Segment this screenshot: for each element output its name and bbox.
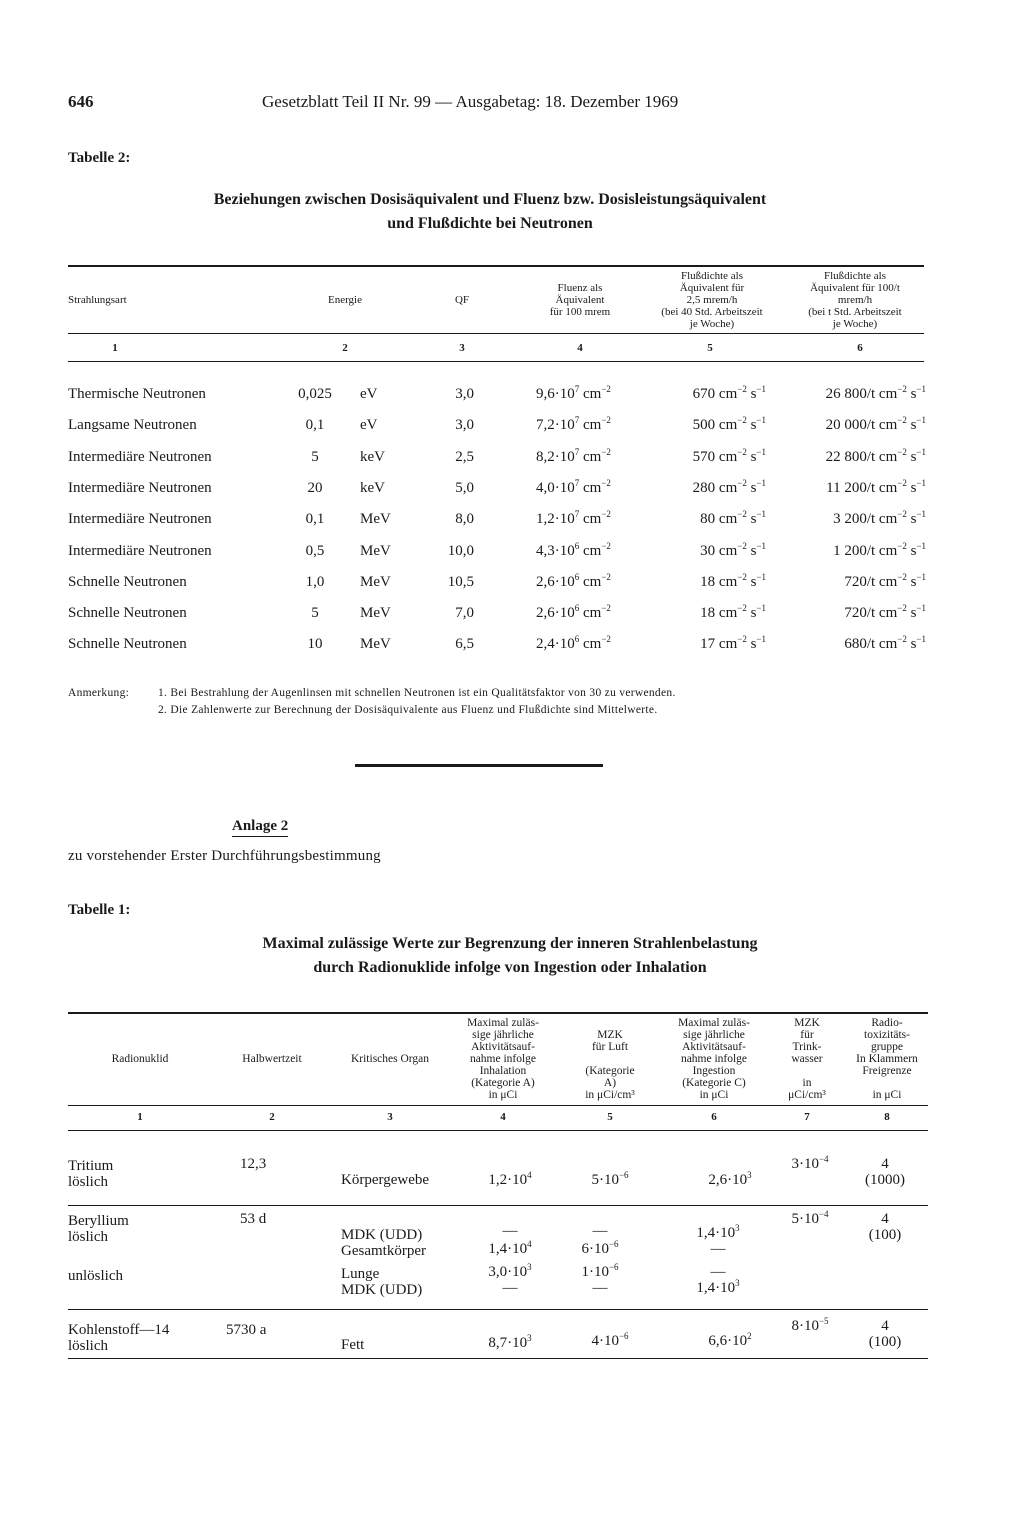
beryllium-freigrenze: (100) [868, 1227, 902, 1243]
flussdichte-value: 1 200/t cm [833, 542, 898, 559]
table1-title-line2: durch Radionuklide infolge von Ingestion oder Inhalation [313, 959, 707, 976]
tritium-name: Tritium [68, 1158, 114, 1174]
kohlenstoff-gruppe: 4 [881, 1318, 889, 1334]
table2-cell-strahlungsart: Schnelle Neutronen [68, 605, 187, 622]
table2-column-header: Flußdichte als Äquivalent für 2,5 mrem/h (bei 40 Std. Arbeitszeit je Woche) [661, 270, 763, 330]
table2-cell-flussdichte-40h [640, 477, 766, 497]
table2-cell-flussdichte-t [770, 571, 926, 591]
tritium-inhalation-mantissa: 1,2·10 [488, 1172, 528, 1188]
tritium-form: löslich [68, 1174, 108, 1190]
beryllium-mzk-wasser [770, 1211, 850, 1228]
table2-cell-fluenz [536, 540, 611, 560]
unit-exponent: −1 [756, 603, 766, 614]
kohlenstoff-mzk-luft-exponent: −6 [618, 1331, 629, 1341]
beryllium-luft-2-mantissa: 6·10 [581, 1241, 609, 1257]
flussdichte-value: 500 cm [692, 417, 738, 434]
table2-cell-fluenz [536, 446, 611, 466]
fluenz-unit: cm [579, 636, 602, 653]
table2-cell-fluenz [536, 477, 611, 497]
table2-cell-einheit: MeV [360, 542, 391, 559]
table2-cell-einheit: MeV [360, 511, 391, 528]
beryllium-ingestion-1 [668, 1225, 768, 1242]
flussdichte-value: 26 800/t cm [825, 386, 898, 402]
table2-cell-flussdichte-40h [640, 446, 766, 466]
table2-header-rule [68, 333, 924, 334]
unit-exponent: −2 [897, 446, 907, 457]
table1-column-header: Radionuklid [111, 1053, 169, 1065]
unit-exponent: −1 [916, 415, 926, 426]
fluenz-mantissa: 4,3·10 [536, 542, 575, 559]
unit-exponent: −1 [756, 446, 766, 457]
fluenz-mantissa: 4,0·10 [536, 479, 575, 496]
unit-s: s [746, 542, 757, 559]
beryllium-inhalation-2-exponent: 4 [527, 1239, 532, 1249]
unit-exponent: −2 [897, 415, 907, 426]
unit-exponent: −2 [897, 571, 907, 582]
beryllium-luft-3-mantissa: 1·10 [581, 1264, 609, 1280]
table1-column-number: 1 [137, 1111, 143, 1123]
tritium-mzk-wasser-exponent: −4 [818, 1154, 829, 1164]
table2-cell-einheit: MeV [360, 636, 391, 653]
unit-exponent: −2 [737, 446, 747, 457]
table2-title-line1: Beziehungen zwischen Dosisäquivalent und Fluenz bzw. Dosisleistungsäquivalent [213, 191, 767, 208]
unit-exponent: −2 [737, 509, 747, 520]
beryllium-inhalation-3-exponent: 3 [527, 1262, 532, 1272]
beryllium-ingestion-1-exponent: 3 [735, 1223, 740, 1233]
flussdichte-value: 280 cm [692, 479, 738, 496]
table2-cell-flussdichte-40h [640, 636, 766, 653]
beryllium-ingestion-4-mantissa: 1,4·10 [696, 1280, 736, 1296]
fluenz-mantissa: 2,6·10 [536, 573, 575, 590]
table2-notes-label: Anmerkung: [68, 687, 130, 699]
fluenz-unit-exponent: −2 [601, 509, 611, 520]
kohlenstoff-organ: Fett [341, 1337, 365, 1353]
unit-exponent: −2 [737, 603, 747, 614]
unit-exponent: −2 [737, 415, 747, 426]
table2-cell-flussdichte-t [770, 636, 926, 653]
table1-bottom-rule [68, 1358, 928, 1359]
table1-column-header: MZK für Luft (Kategorie A) in μCi/cm³ [585, 1029, 635, 1101]
kohlenstoff-form: löslich [68, 1338, 108, 1354]
table2-column-number: 4 [577, 342, 583, 354]
table2-column-number: 3 [459, 342, 465, 354]
beryllium-form-unloeslich: unlöslich [68, 1268, 123, 1284]
table1-number-rule [68, 1130, 928, 1131]
fluenz-unit: cm [579, 386, 602, 402]
fluenz-mantissa: 9,6·10 [536, 386, 575, 402]
table2-cell-qf: 5,0 [455, 479, 474, 496]
table2-column-number: 1 [112, 342, 118, 354]
beryllium-inhalation-1: — [502, 1223, 518, 1239]
unit-s: s [746, 479, 757, 496]
unit-s: s [746, 605, 757, 622]
table2-column-header: QF [454, 294, 470, 306]
table2-cell-flussdichte-40h [640, 605, 766, 622]
table2-number-rule [68, 361, 924, 362]
kohlenstoff-halbwertzeit: 5730 a [226, 1322, 267, 1338]
fluenz-unit: cm [579, 573, 602, 590]
table1-column-number: 6 [711, 1111, 717, 1123]
tritium-ingestion-exponent: 3 [747, 1170, 752, 1180]
beryllium-organ-3: Lunge [341, 1266, 380, 1282]
unit-exponent: −2 [897, 634, 907, 645]
table2-cell-qf: 6,5 [455, 636, 474, 653]
table2-title-line2: und Flußdichte bei Neutronen [387, 215, 593, 232]
table2-cell-einheit: keV [360, 448, 385, 465]
fluenz-exponent: 7 [574, 415, 580, 426]
table2-cell-flussdichte-t [770, 386, 926, 403]
flussdichte-value: 720/t cm [844, 605, 898, 622]
table2-cell-flussdichte-t [770, 605, 926, 622]
table2-cell-fluenz [536, 605, 611, 622]
unit-exponent: −1 [916, 634, 926, 645]
fluenz-exponent: 7 [574, 509, 580, 520]
flussdichte-value: 17 cm [700, 636, 738, 653]
unit-exponent: −1 [756, 415, 766, 426]
fluenz-unit-exponent: −2 [601, 415, 611, 426]
flussdichte-value: 11 200/t cm [826, 479, 898, 496]
unit-s: s [746, 448, 757, 465]
beryllium-ingestion-1-mantissa: 1,4·10 [696, 1225, 736, 1241]
fluenz-unit: cm [579, 511, 602, 528]
table1-column-number: 8 [884, 1111, 890, 1123]
flussdichte-value: 570 cm [692, 448, 738, 465]
unit-exponent: −1 [756, 571, 766, 582]
fluenz-unit: cm [579, 605, 602, 622]
table1-title-line1: Maximal zulässige Werte zur Begrenzung der inneren Strahlenbelastung [262, 935, 758, 952]
table2-top-rule [68, 265, 924, 267]
table2-cell-qf: 10,5 [447, 573, 474, 590]
table2-cell-flussdichte-t [770, 446, 926, 466]
table2-cell-qf: 2,5 [455, 448, 474, 465]
flussdichte-value: 18 cm [700, 605, 738, 622]
table2-cell-einheit: MeV [360, 605, 391, 622]
table2-cell-einheit: MeV [360, 573, 391, 590]
section-divider [355, 764, 603, 767]
table1-column-header: Halbwertzeit [242, 1053, 302, 1065]
beryllium-mzk-wasser-mantissa: 5·10 [791, 1211, 819, 1227]
beryllium-inhalation-3 [460, 1264, 560, 1281]
unit-exponent: −1 [756, 540, 766, 551]
beryllium-ingestion-4-exponent: 3 [735, 1278, 740, 1288]
table2-cell-flussdichte-40h [640, 511, 766, 528]
fluenz-exponent: 7 [574, 446, 580, 457]
annex-label: Anlage 2 [232, 818, 288, 837]
tritium-mzk-luft-exponent: −6 [618, 1170, 629, 1180]
table1-row-rule-2 [68, 1309, 928, 1310]
table2-note-1: 1. Bei Bestrahlung der Augenlinsen mit schnellen Neutronen ist ein Qualitätsfaktor von 30 zu verwenden. [158, 687, 676, 699]
unit-s: s [906, 479, 917, 496]
tritium-mzk-wasser-mantissa: 3·10 [791, 1156, 819, 1172]
beryllium-halbwertzeit: 53 d [240, 1211, 267, 1227]
fluenz-mantissa: 7,2·10 [536, 417, 575, 434]
fluenz-mantissa: 2,6·10 [536, 605, 575, 622]
table1-row-rule-1 [68, 1205, 928, 1206]
tritium-halbwertzeit: 12,3 [240, 1156, 267, 1172]
flussdichte-value: 20 000/t cm [825, 417, 898, 434]
tritium-organ: Körpergewebe [341, 1172, 430, 1188]
beryllium-name: Beryllium [68, 1213, 129, 1229]
table2-cell-strahlungsart: Schnelle Neutronen [68, 573, 187, 590]
beryllium-mzk-wasser-exponent: −4 [818, 1209, 829, 1219]
kohlenstoff-inhalation-exponent: 3 [527, 1333, 532, 1343]
table2-cell-flussdichte-40h [640, 417, 766, 434]
table2-cell-fluenz [536, 571, 611, 591]
beryllium-inhalation-2-mantissa: 1,4·10 [488, 1241, 528, 1257]
tritium-freigrenze: (1000) [865, 1172, 905, 1188]
table2-column-header: Energie [327, 294, 362, 306]
fluenz-exponent: 7 [574, 477, 580, 488]
beryllium-inhalation-2 [460, 1241, 560, 1258]
table2-cell-energie: 0,025 [298, 386, 332, 402]
kohlenstoff-mzk-wasser [770, 1318, 850, 1335]
tritium-mzk-luft [560, 1172, 660, 1189]
kohlenstoff-mzk-wasser-exponent: −5 [818, 1316, 829, 1326]
unit-exponent: −1 [756, 384, 766, 394]
kohlenstoff-name: Kohlenstoff—14 [68, 1322, 170, 1338]
table2-note-2: 2. Die Zahlenwerte zur Berechnung der Dosisäquivalente aus Fluenz und Flußdichte sind Mittelwerte. [158, 704, 658, 716]
table1-column-header: Radio- toxizitäts- gruppe In Klammern Freigrenze in μCi [856, 1017, 918, 1101]
beryllium-luft-2 [550, 1241, 650, 1258]
unit-exponent: −2 [737, 634, 747, 645]
fluenz-mantissa: 1,2·10 [536, 511, 575, 528]
unit-exponent: −1 [916, 540, 926, 551]
unit-s: s [906, 386, 917, 402]
flussdichte-value: 720/t cm [844, 573, 898, 590]
table1-top-rule [68, 1012, 928, 1014]
fluenz-unit-exponent: −2 [601, 446, 611, 457]
table1-column-header: Maximal zuläs- sige jährliche Aktivitätsauf- nahme infolge Inhalation (Kategorie A) in μCi [467, 1017, 539, 1101]
tritium-mzk-luft-mantissa: 5·10 [591, 1172, 619, 1188]
fluenz-unit-exponent: −2 [601, 571, 611, 582]
table2-cell-qf: 7,0 [455, 605, 474, 622]
table2-cell-einheit: eV [360, 386, 378, 402]
table2-column-number: 5 [707, 342, 713, 354]
beryllium-ingestion-3: — [710, 1264, 726, 1280]
unit-s: s [906, 573, 917, 590]
fluenz-mantissa: 8,2·10 [536, 448, 575, 465]
table1-title [100, 932, 920, 980]
table2-cell-qf: 3,0 [455, 386, 474, 402]
fluenz-unit: cm [579, 542, 602, 559]
unit-exponent: −2 [737, 477, 747, 488]
table2-column-header: Flußdichte als Äquivalent für 100/t mrem/h (bei t Std. Arbeitszeit je Woche) [808, 270, 902, 330]
unit-s: s [906, 417, 917, 434]
table2-column-number: 6 [857, 342, 863, 354]
table1-column-number: 3 [387, 1111, 393, 1123]
table2-cell-energie: 1,0 [305, 573, 325, 590]
beryllium-organ-4: MDK (UDD) [341, 1282, 423, 1298]
fluenz-exponent: 6 [574, 571, 580, 582]
unit-exponent: −1 [916, 384, 926, 394]
tritium-gruppe: 4 [881, 1156, 889, 1172]
table1-column-header: Kritisches Organ [350, 1053, 430, 1065]
fluenz-exponent: 6 [574, 603, 580, 614]
table2-title [100, 188, 880, 236]
table2-cell-fluenz [536, 417, 611, 434]
unit-exponent: −1 [756, 509, 766, 520]
table1-label: Tabelle 1: [68, 902, 131, 918]
table2-column-header: Strahlungsart [68, 294, 127, 306]
table2-cell-energie: 0,5 [305, 542, 325, 559]
kohlenstoff-mzk-luft [560, 1333, 660, 1350]
page-number: 646 [68, 92, 94, 111]
kohlenstoff-freigrenze: (100) [868, 1334, 902, 1350]
table2-cell-energie: 5 [311, 448, 319, 465]
tritium-mzk-wasser [770, 1156, 850, 1173]
table2-cell-flussdichte-t [770, 417, 926, 434]
beryllium-gruppe: 4 [881, 1211, 889, 1227]
beryllium-luft-3 [550, 1264, 650, 1281]
unit-s: s [906, 542, 917, 559]
table2-cell-energie: 5 [311, 605, 319, 622]
kohlenstoff-inhalation-mantissa: 8,7·10 [488, 1335, 528, 1351]
fluenz-unit: cm [579, 417, 602, 434]
beryllium-ingestion-4 [668, 1280, 768, 1297]
tritium-inhalation-exponent: 4 [527, 1170, 532, 1180]
unit-exponent: −1 [756, 477, 766, 488]
table2-cell-strahlungsart: Intermediäre Neutronen [68, 511, 212, 528]
unit-exponent: −1 [916, 509, 926, 520]
beryllium-luft-3-exponent: −6 [608, 1262, 619, 1272]
kohlenstoff-mzk-wasser-mantissa: 8·10 [791, 1318, 819, 1334]
tritium-ingestion-mantissa: 2,6·10 [708, 1172, 748, 1188]
table2-cell-flussdichte-t [770, 511, 926, 528]
table2-cell-energie: 20 [307, 479, 323, 496]
table2-cell-strahlungsart: Intermediäre Neutronen [68, 479, 212, 496]
beryllium-inhalation-3-mantissa: 3,0·10 [488, 1264, 528, 1280]
unit-exponent: −1 [916, 446, 926, 457]
fluenz-exponent: 7 [574, 384, 580, 394]
kohlenstoff-ingestion-exponent: 2 [747, 1331, 752, 1341]
tritium-inhalation [460, 1172, 560, 1189]
fluenz-exponent: 6 [574, 540, 580, 551]
beryllium-ingestion-2: — [710, 1241, 726, 1257]
flussdichte-value: 22 800/t cm [825, 448, 898, 465]
unit-exponent: −1 [756, 634, 766, 645]
unit-exponent: −2 [897, 384, 907, 394]
unit-exponent: −2 [897, 603, 907, 614]
table2-column-header: Fluenz als Äquivalent für 100 mrem [549, 282, 611, 318]
kohlenstoff-inhalation [460, 1335, 560, 1352]
table2-label: Tabelle 2: [68, 150, 131, 166]
fluenz-unit: cm [579, 448, 602, 465]
fluenz-exponent: 6 [574, 634, 580, 645]
flussdichte-value: 30 cm [700, 542, 738, 559]
fluenz-unit-exponent: −2 [601, 603, 611, 614]
fluenz-unit-exponent: −2 [601, 634, 611, 645]
table2-cell-qf: 10,0 [447, 542, 474, 559]
flussdichte-value: 80 cm [700, 511, 738, 528]
annex-subtitle: zu vorstehender Erster Durchführungsbestimmung [68, 848, 381, 864]
table2-cell-energie: 10 [307, 636, 323, 653]
fluenz-unit: cm [579, 479, 602, 496]
table1-column-header: MZK für Trink- wasser in μCi/cm³ [788, 1017, 826, 1101]
beryllium-luft-4: — [592, 1280, 608, 1296]
kohlenstoff-mzk-luft-mantissa: 4·10 [591, 1333, 619, 1349]
unit-exponent: −2 [737, 540, 747, 551]
unit-s: s [906, 511, 917, 528]
table2-cell-fluenz [536, 386, 611, 403]
table2-cell-fluenz [536, 636, 611, 653]
fluenz-unit-exponent: −2 [601, 384, 611, 394]
table2-cell-strahlungsart: Schnelle Neutronen [68, 636, 187, 653]
beryllium-inhalation-4: — [502, 1280, 518, 1296]
flussdichte-value: 3 200/t cm [833, 511, 898, 528]
unit-s: s [746, 636, 757, 653]
beryllium-organ-2: Gesamtkörper [341, 1243, 426, 1259]
unit-exponent: −2 [737, 384, 747, 394]
tritium-ingestion [680, 1172, 780, 1189]
table1-column-number: 4 [500, 1111, 506, 1123]
table2-cell-energie: 0,1 [305, 417, 325, 434]
table2-cell-flussdichte-40h [640, 386, 766, 403]
unit-s: s [746, 511, 757, 528]
table2-cell-flussdichte-40h [640, 540, 766, 560]
fluenz-mantissa: 2,4·10 [536, 636, 575, 653]
table2-cell-strahlungsart: Thermische Neutronen [68, 386, 206, 402]
beryllium-form-loeslich: löslich [68, 1229, 108, 1245]
table2-cell-qf: 8,0 [455, 511, 474, 528]
table2-cell-strahlungsart: Intermediäre Neutronen [68, 448, 212, 465]
fluenz-unit-exponent: −2 [601, 540, 611, 551]
table2-cell-einheit: keV [360, 479, 385, 496]
table2-cell-energie: 0,1 [305, 511, 325, 528]
table1-header-rule [68, 1105, 928, 1106]
unit-s: s [906, 636, 917, 653]
table1-column-number: 2 [269, 1111, 275, 1123]
beryllium-organ-1: MDK (UDD) [341, 1227, 423, 1243]
beryllium-luft-1: — [592, 1223, 608, 1239]
unit-exponent: −2 [897, 477, 907, 488]
table2-cell-qf: 3,0 [455, 417, 474, 434]
unit-exponent: −2 [897, 540, 907, 551]
unit-s: s [746, 386, 757, 402]
unit-exponent: −1 [916, 571, 926, 582]
unit-s: s [746, 417, 757, 434]
table2-cell-flussdichte-40h [640, 571, 766, 591]
table2-cell-flussdichte-t [770, 477, 926, 497]
unit-s: s [746, 573, 757, 590]
unit-exponent: −2 [897, 509, 907, 520]
unit-s: s [906, 448, 917, 465]
unit-exponent: −1 [916, 477, 926, 488]
table2-cell-strahlungsart: Langsame Neutronen [68, 417, 197, 434]
flussdichte-value: 18 cm [700, 573, 738, 590]
table2-cell-strahlungsart: Intermediäre Neutronen [68, 542, 212, 559]
table1-column-number: 7 [804, 1111, 810, 1123]
table1-column-header: Maximal zuläs- sige jährliche Aktivitätsauf- nahme infolge Ingestion (Kategorie C) in μCi [678, 1017, 750, 1101]
fluenz-unit-exponent: −2 [601, 477, 611, 488]
table1-column-number: 5 [607, 1111, 613, 1123]
unit-s: s [906, 605, 917, 622]
running-title: Gesetzblatt Teil II Nr. 99 — Ausgabetag: 18. Dezember 1969 [262, 92, 679, 111]
table2-cell-einheit: eV [360, 417, 378, 434]
table2-cell-fluenz [536, 511, 611, 528]
flussdichte-value: 680/t cm [844, 636, 898, 653]
kohlenstoff-ingestion [680, 1333, 780, 1350]
table2-cell-flussdichte-t [770, 540, 926, 560]
unit-exponent: −1 [916, 603, 926, 614]
beryllium-luft-2-exponent: −6 [608, 1239, 619, 1249]
kohlenstoff-ingestion-mantissa: 6,6·10 [708, 1333, 748, 1349]
flussdichte-value: 670 cm [692, 386, 738, 402]
unit-exponent: −2 [737, 571, 747, 582]
table2-column-number: 2 [342, 342, 348, 354]
